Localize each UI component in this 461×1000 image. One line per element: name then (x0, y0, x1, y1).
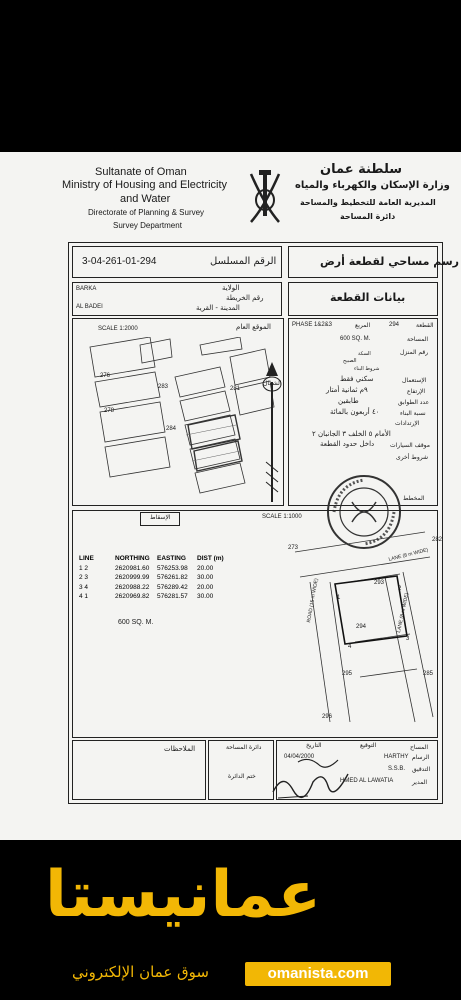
area-value: 600 SQ. M. (340, 336, 371, 342)
coord-easting: 576253.98 (157, 564, 188, 572)
notes-label: الملاحظات (164, 745, 196, 753)
header-en-line2: Ministry of Housing and Electricity (62, 179, 228, 191)
ratio-label: نسبة البناء (400, 410, 426, 417)
coordinates-table (79, 554, 237, 602)
neighbor-295: 295 (342, 671, 353, 677)
area-label: المساحة (407, 336, 429, 343)
lane-top-label: LANE (8 m WIDE) (388, 547, 429, 563)
other-terms-label: شروط أخرى (396, 454, 429, 461)
brand-tagline: سوق عمان الإلكتروني (72, 963, 209, 981)
parking-label: موقف السيارات (390, 442, 430, 449)
map-no-label: رقم الخريطة (226, 294, 264, 302)
neighbor-285: 285 (423, 671, 434, 677)
sign-label: التوقيع (360, 742, 377, 749)
coord-line: 4 1 (79, 593, 89, 601)
parking-value: داخل حدود القطعة (320, 440, 375, 448)
neighbor-293: 293 (374, 580, 385, 586)
checker-label: التدقيق (412, 766, 431, 773)
coord-northing: 2620999.99 (115, 574, 150, 582)
header-en-line5: Survey Department (113, 221, 182, 230)
dept-label: دائرة المساحة (226, 744, 262, 751)
director-value: HMED AL LAWATIA (340, 778, 394, 784)
coord-dist: 20.00 (197, 564, 214, 572)
plot-data-title: بيانات القطعة (330, 291, 406, 304)
header-en-line1: Sultanate of Oman (95, 166, 187, 178)
coord-dist: 20.00 (197, 583, 214, 591)
brand-logo: عمانيستا (45, 858, 322, 932)
coord-header-northing: NORTHING (115, 555, 150, 563)
date-label: التاريخ (306, 742, 322, 749)
survey-document (0, 152, 461, 840)
height-value: ٩م ثمانية أمتار (326, 386, 368, 394)
small-map-label-276: 276 (100, 373, 111, 379)
wilayat-en: BARKA (76, 286, 97, 292)
serial-title: رسم مساحي لقطعة أرض (320, 255, 459, 268)
header-ar-line4: دائرة المساحة (340, 212, 396, 221)
manager-label: المخطط (403, 495, 425, 502)
small-map-scale: SCALE 1:2000 (98, 326, 138, 332)
ratio-value: ٤٠ أربعون بالمائة (330, 408, 380, 416)
height-label: الإرتفاع (407, 388, 426, 395)
drafter-value: HARTHY (384, 754, 409, 760)
wilayat-ar: الولاية (222, 284, 240, 292)
usage-value: سكني فقط (340, 375, 374, 383)
serial-label: الرقم المسلسل (210, 256, 277, 267)
coordinates-header-row (79, 554, 237, 564)
floors-label: عدد الطوابق (398, 399, 430, 406)
lane-8m-label: LANE (8 m WIDE) (396, 592, 411, 634)
small-location-map (80, 337, 275, 502)
square-value: PHASE 1&2&3 (292, 322, 333, 328)
brand-url-link[interactable]: omanista.com (245, 962, 391, 986)
coord-northing: 2620988.22 (115, 583, 150, 591)
coord-easting: 576281.57 (157, 593, 188, 601)
header-ar-line3: المديرية العامة للتخطيط والمساحة (300, 198, 436, 207)
neighbor-296: 296 (322, 714, 333, 720)
header-en-line3: and Water (120, 193, 171, 205)
neighbor-282: 282 (432, 537, 443, 543)
building-terms-label: شروط البناء (354, 366, 380, 372)
road-value: الصبيح (343, 358, 357, 364)
floors-value: طابقين (338, 397, 359, 405)
projection-label: الإسقاط (150, 514, 171, 521)
square-label: المربع (355, 322, 371, 329)
coordinates-area: 600 SQ. M. (118, 619, 154, 626)
header-ar-line2: وزارة الإسكان والكهرباء والمياه (295, 180, 450, 191)
coord-easting: 576261.82 (157, 574, 188, 582)
coord-northing: 2620969.82 (115, 593, 150, 601)
plot-plan-scale: SCALE 1:1000 (262, 514, 302, 520)
drafter-label: الرسام (412, 754, 430, 761)
coord-header-dist: DIST (m) (197, 555, 224, 563)
setbacks-label: الإرتدادات (395, 420, 420, 427)
village-en: AL BADEI (76, 304, 103, 310)
date-value: 04/04/2000 (284, 754, 315, 760)
coord-line: 1 2 (79, 564, 89, 572)
setbacks-value: الأمام ٥ الخلف ٣ الجانبان ٢ (312, 430, 391, 438)
coord-line: 2 3 (79, 574, 89, 582)
north-label: الشمال (263, 380, 282, 387)
header-ar-line1: سلطنة عمان (320, 162, 403, 177)
coord-easting: 576289.42 (157, 583, 188, 591)
corner-3: 3 (406, 636, 410, 642)
small-map-label-278: 278 (104, 408, 115, 414)
small-map-label-283: 283 (158, 384, 169, 390)
serial-number: 3-04-261-01-294 (82, 256, 157, 267)
road-label: السكة (358, 351, 371, 357)
director-label: المدير (412, 779, 428, 786)
corner-1: 1 (337, 595, 341, 601)
plot-label: القطعة (416, 322, 434, 329)
small-map-label-281: 281 (230, 386, 241, 392)
general-location-label: الموقع العام (236, 323, 271, 331)
neighbor-273: 273 (288, 545, 299, 551)
checker-value: S.S.B. (388, 766, 406, 772)
village-ar: المدينة - القرية (196, 304, 240, 312)
coord-header-line: LINE (79, 555, 94, 563)
table-row (79, 583, 237, 593)
usage-label: الإستعمال (402, 377, 427, 384)
coord-header-easting: EASTING (157, 555, 186, 563)
corner-2: 2 (398, 586, 402, 592)
coord-line: 3 4 (79, 583, 89, 591)
stamp-label: ختم الدائرة (228, 773, 256, 780)
plot-294-label: 294 (356, 624, 367, 630)
surveyor-label: المساح (410, 744, 429, 751)
house-label: رقم المنزل (400, 349, 429, 356)
small-map-label-284: 284 (166, 426, 177, 432)
coord-northing: 2620981.60 (115, 564, 150, 572)
header-en-line4: Directorate of Planning & Survey (88, 208, 205, 217)
plot-number: 294 (389, 322, 400, 328)
oman-emblem-icon (245, 166, 285, 228)
table-row (79, 564, 237, 574)
table-row (79, 573, 237, 583)
corner-4: 4 (348, 644, 352, 650)
coord-dist: 30.00 (197, 574, 214, 582)
table-row (79, 592, 237, 602)
road-15m-label: ROAD (15 m WIDE) (306, 577, 320, 624)
handwritten-signature-icon (268, 752, 358, 802)
coord-dist: 30.00 (197, 593, 214, 601)
